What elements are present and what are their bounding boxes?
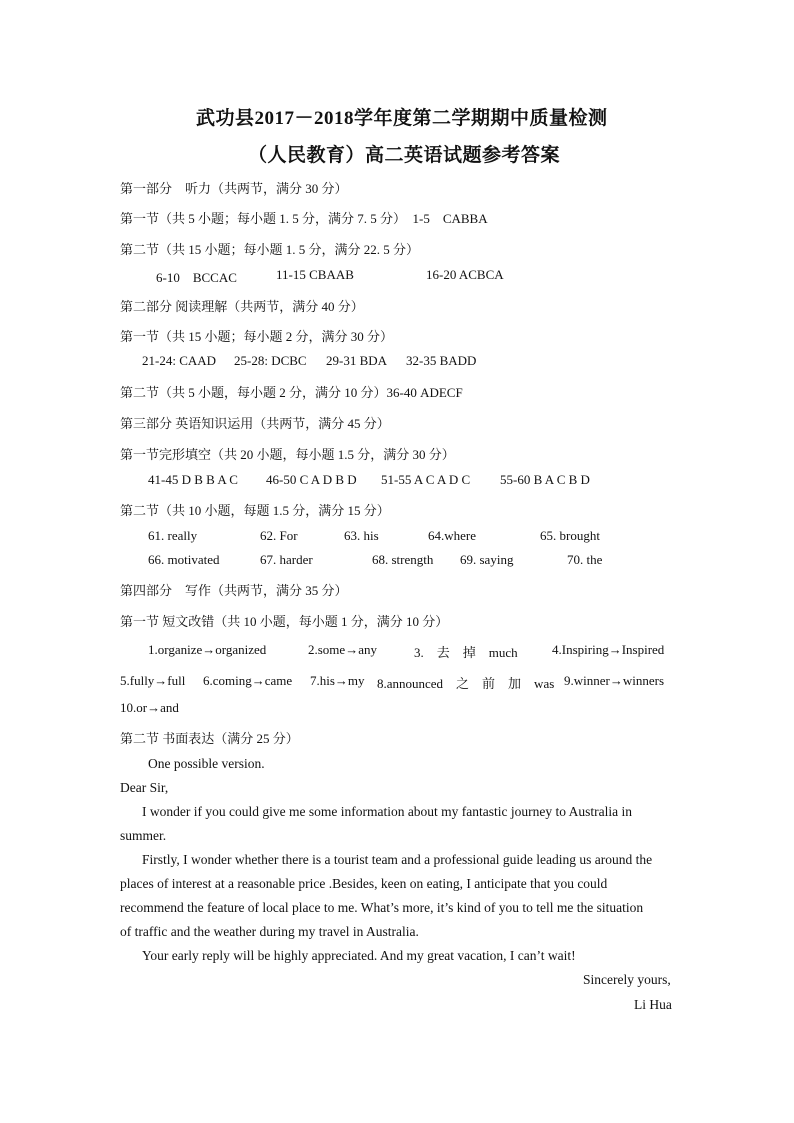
correction-item: 5.fully→full bbox=[120, 673, 186, 688]
correction-item: 6.coming→came bbox=[203, 673, 293, 688]
part2-answers-b: 25-28: DCBC bbox=[234, 353, 307, 368]
fill-answer: 68. strength bbox=[372, 552, 434, 567]
correction-item: 9.winner→winners bbox=[564, 673, 665, 688]
page-title-line1: 武功县2017－2018学年度第二学期期中质量检测 bbox=[196, 108, 608, 129]
part1-answers-a: 6-10 BCCAC bbox=[156, 270, 237, 285]
part2-section2: 第二节（共 5 小题，每小题 2 分，满分 10 分）36-40 ADECF bbox=[120, 385, 463, 400]
essay-line: of traffic and the weather during my travel in Australia. bbox=[120, 924, 419, 939]
part1-answers-c: 16-20 ACBCA bbox=[426, 267, 504, 282]
part4-heading: 第四部分 写作（共两节，满分 35 分） bbox=[120, 583, 348, 598]
fill-answer: 62. For bbox=[260, 528, 298, 543]
part3-answers-c: 51-55 A C A D C bbox=[381, 472, 471, 487]
correction-item: 10.or→and bbox=[120, 700, 179, 715]
fill-answer: 63. his bbox=[344, 528, 379, 543]
part2-answers-c: 29-31 BDA bbox=[326, 353, 388, 368]
essay-line: Your early reply will be highly appreciated. And my great vacation, I can’t wait! bbox=[142, 948, 576, 963]
part2-section1: 第一节（共 15 小题；每小题 2 分，满分 30 分） bbox=[120, 329, 394, 344]
fill-answer: 65. brought bbox=[540, 528, 600, 543]
part3-heading: 第三部分 英语知识运用（共两节，满分 45 分） bbox=[120, 416, 390, 431]
page-title-line2: （人民教育）高二英语试题参考答案 bbox=[248, 145, 561, 166]
fill-answer: 69. saying bbox=[460, 552, 514, 567]
essay-line: I wonder if you could give me some information about my fantastic journey to Australia in bbox=[142, 804, 633, 819]
fill-answer: 70. the bbox=[567, 552, 603, 567]
part1-answers-b: 11-15 CBAAB bbox=[276, 267, 354, 282]
correction-item: 7.his→my bbox=[310, 673, 365, 688]
essay-version-label: One possible version. bbox=[148, 756, 265, 771]
fill-answer: 64.where bbox=[428, 528, 477, 543]
correction-item: 2.some→any bbox=[308, 642, 377, 657]
part4-section2: 第二节 书面表达（满分 25 分） bbox=[120, 731, 299, 746]
part2-answers-d: 32-35 BADD bbox=[406, 353, 477, 368]
essay-line: Firstly, I wonder whether there is a tourist team and a professional guide leading us around the bbox=[142, 852, 653, 867]
part2-heading: 第二部分 阅读理解（共两节，满分 40 分） bbox=[120, 299, 364, 314]
part2-answers-a: 21-24: CAAD bbox=[142, 353, 217, 368]
correction-item: 3. 去 掉 much bbox=[414, 645, 518, 660]
part3-section2: 第二节（共 10 小题，每题 1.5 分，满分 15 分） bbox=[120, 503, 390, 518]
part1-heading: 第一部分 听力（共两节，满分 30 分） bbox=[120, 181, 348, 196]
fill-answer: 61. really bbox=[148, 528, 198, 543]
part1-section2: 第二节（共 15 小题；每小题 1. 5 分，满分 22. 5 分） bbox=[120, 242, 420, 257]
part3-answers-d: 55-60 B A C B D bbox=[500, 472, 590, 487]
essay-closing: Sincerely yours, bbox=[583, 972, 671, 987]
essay-signature: Li Hua bbox=[634, 997, 672, 1012]
part1-section1: 第一节（共 5 小题；每小题 1. 5 分，满分 7. 5 分） 1-5 CABBA bbox=[120, 211, 488, 226]
correction-item: 8.announced 之 前 加 was bbox=[377, 676, 555, 691]
part3-answers-b: 46-50 C A D B D bbox=[266, 472, 357, 487]
essay-line: places of interest at a reasonable price .Besides, keen on eating, I anticipate that you could bbox=[120, 876, 608, 891]
fill-answer: 67. harder bbox=[260, 552, 313, 567]
part3-answers-a: 41-45 D B B A C bbox=[148, 472, 238, 487]
correction-item: 4.Inspiring→Inspired bbox=[552, 642, 665, 657]
essay-salutation: Dear Sir, bbox=[120, 780, 169, 795]
part4-section1: 第一节 短文改错（共 10 小题，每小题 1 分，满分 10 分） bbox=[120, 614, 449, 629]
part3-section1: 第一节完形填空（共 20 小题，每小题 1.5 分，满分 30 分） bbox=[120, 447, 455, 462]
correction-item: 1.organize→organized bbox=[148, 642, 267, 657]
fill-answer: 66. motivated bbox=[148, 552, 220, 567]
essay-line: summer. bbox=[120, 828, 167, 843]
essay-line: recommend the feature of local place to me. What’s more, it’s kind of you to tell me the situation bbox=[120, 900, 644, 915]
